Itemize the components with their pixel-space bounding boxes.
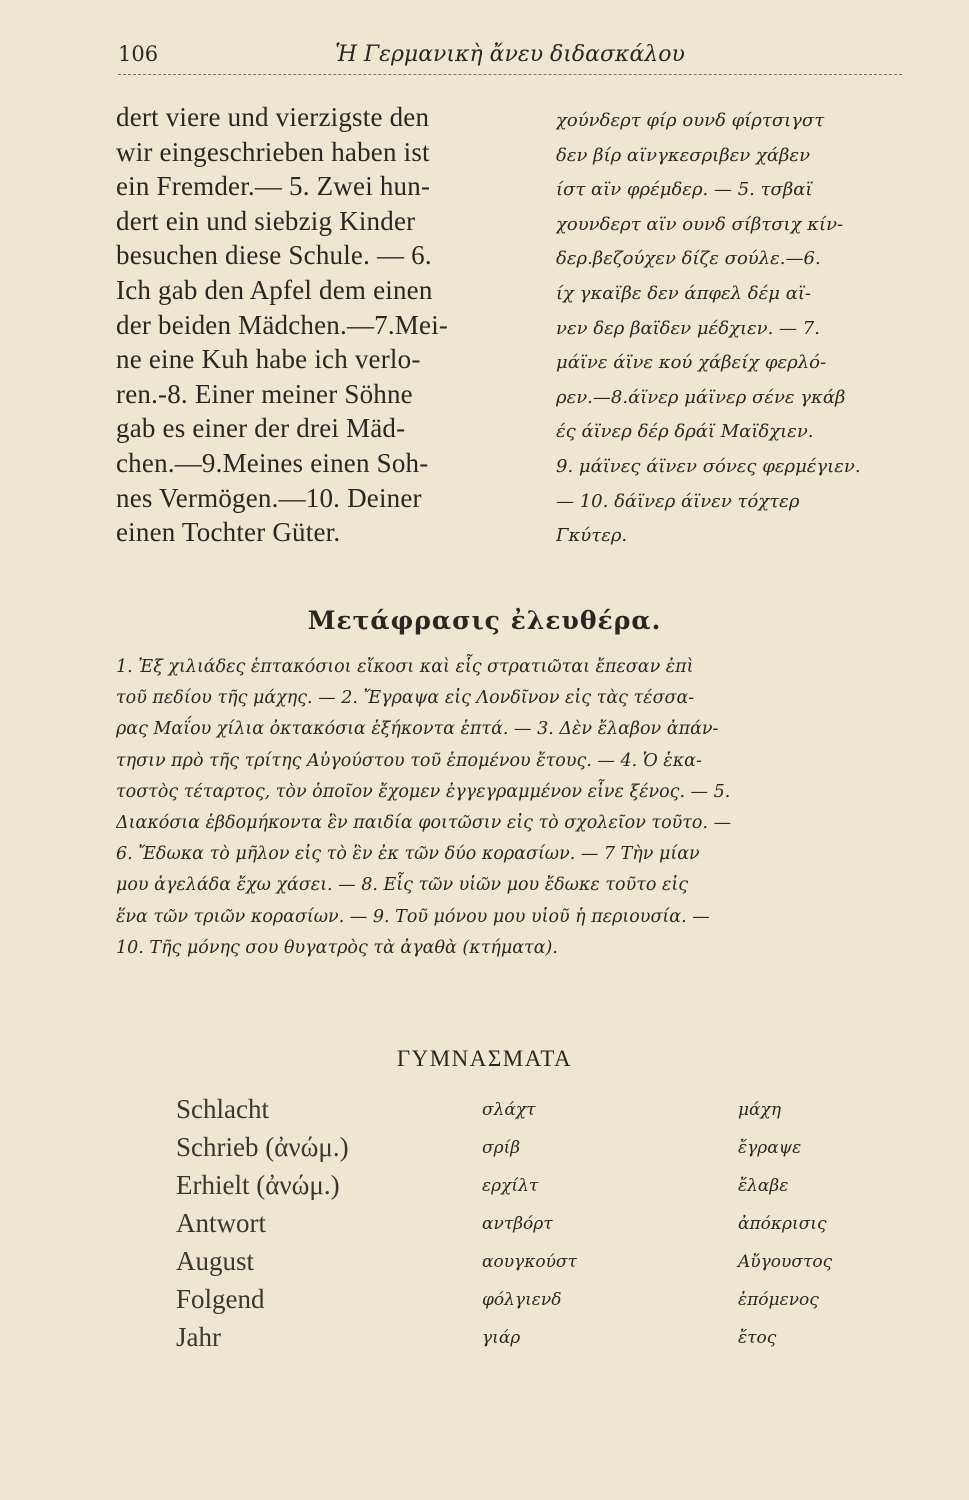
pronunciation-line: ές άϊνερ δέρ δράϊ Μαϊδχιεν.: [556, 421, 814, 443]
vocabulary-row: [0, 1132, 969, 1170]
pronunciation-line: ίστ αϊν φρέμδερ. — 5. τσβαϊ: [556, 179, 813, 201]
german-line: chen.—9.Meines einen Soh-: [116, 447, 429, 478]
german-line: dert ein und siebzig Kinder: [116, 205, 416, 236]
german-text-column: [116, 100, 534, 550]
german-line: gab es einer der drei Mäd-: [116, 413, 406, 444]
vocab-german: Schrieb (ἀνώμ.): [176, 1132, 349, 1162]
vocab-greek: Αὔγουστος: [738, 1252, 833, 1272]
german-line: besuchen diese Schule. — 6.: [116, 240, 432, 271]
page-header: [118, 40, 902, 72]
translation-line: τοῦ πεδίου τῆς μάχης. — 2. Ἔγραψα εἰς Λονδῖνον εἰς τὰς τέσσα-: [116, 688, 695, 709]
running-title: Ἡ Γερμανικὴ ἄνευ διδασκάλου: [335, 42, 685, 67]
german-line: Ich gab den Apfel dem einen: [116, 274, 433, 305]
vocabulary-row: [0, 1170, 969, 1208]
pronunciation-line: — 10. δάϊνερ άϊνεν τόχτερ: [556, 490, 800, 512]
translation-line: Διακόσια ἑβδομήκοντα ἓν παιδία φοιτῶσιν εἰς τὸ σχολεῖον τοῦτο. —: [116, 813, 732, 834]
pronunciation-line: χουνδερτ αϊν ουνδ σίβτσιχ κίν-: [556, 213, 844, 235]
german-line: der beiden Mädchen.—7.Mei-: [116, 309, 449, 340]
vocab-german: Folgend: [176, 1284, 265, 1314]
german-line: nes Vermögen.—10. Deiner: [116, 482, 422, 513]
translation-line: ἕνα τῶν τριῶν κορασίων. — 9. Τοῦ μόνου μου υἱοῦ ἡ περιουσία. —: [116, 906, 710, 927]
vocabulary-row: [0, 1208, 969, 1246]
translation-line: τοστὸς τέταρτος, τὸν ὁποῖον ἔχομεν ἐγγεγραμμένον εἶνε ξένος. — 5.: [116, 781, 731, 802]
free-translation-text: [116, 652, 908, 964]
pronunciation-line: 9. μάϊνες άϊνεν σόνες φερμέγιεν.: [556, 455, 861, 477]
vocabulary-table: [0, 1094, 969, 1360]
vocab-pronunciation: αντβόρτ: [482, 1214, 553, 1234]
vocab-pronunciation: γιάρ: [482, 1328, 521, 1348]
vocab-german: August: [176, 1246, 255, 1276]
german-line: dert viere und vierzigste den: [116, 102, 430, 132]
german-line: ne eine Kuh habe ich verlo-: [116, 344, 421, 375]
vocabulary-row: [0, 1322, 969, 1360]
vocab-pronunciation: φόλγιενδ: [482, 1290, 562, 1310]
vocab-pronunciation: σρίβ: [482, 1138, 521, 1158]
pronunciation-line: δερ.βεζούχεν δίζε σούλε.—6.: [556, 248, 821, 270]
vocabulary-row: [0, 1094, 969, 1132]
vocab-greek: ἔλαβε: [738, 1176, 789, 1196]
german-line: ren.-8. Einer meiner Söhne: [116, 378, 413, 409]
translation-line: 1. Ἐξ χιλιάδες ἑπτακόσιοι εἴκοσι καὶ εἷς στρατιῶται ἔπεσαν ἐπὶ: [116, 657, 694, 677]
pronunciation-line: μάϊνε άϊνε κού χάβείχ φερλό-: [556, 352, 827, 374]
german-line: ein Fremder.— 5. Zwei hun-: [116, 171, 431, 202]
vocab-greek: ἔγραψε: [738, 1138, 802, 1158]
translation-line: μου ἀγελάδα ἔχω χάσει. — 8. Εἷς τῶν υἱῶν μου ἔδωκε τοῦτο εἰς: [116, 875, 689, 896]
pronunciation-line: χούνδερτ φίρ ουνδ φίρτσιγστ: [556, 110, 825, 131]
translation-line: τησιν πρὸ τῆς τρίτης Αὐγούστου τοῦ ἑπομένου ἔτους. — 4. Ὁ ἑκα-: [116, 750, 702, 771]
exercises-title: ΓΥΜΝΑΣΜΑΤΑ: [396, 1046, 573, 1071]
vocabulary-row: [0, 1284, 969, 1322]
pronunciation-line: δεν βίρ αϊνγκεσριβεν χάβεν: [556, 144, 811, 166]
vocabulary-row: [0, 1246, 969, 1284]
free-translation-title: Μετάφρασις ἐλευθέρα.: [307, 606, 662, 635]
header-rule: [118, 74, 902, 75]
pronunciation-line: Γκύτερ.: [556, 525, 628, 547]
vocab-greek: ἔτος: [738, 1328, 777, 1348]
vocab-greek: μάχη: [738, 1100, 782, 1120]
translation-line: ρας Μαΐου χίλια ὀκτακόσια ἑξήκοντα ἑπτά. — 3. Δὲν ἔλαβον ἀπάν-: [116, 719, 719, 740]
vocab-german: Antwort: [176, 1208, 266, 1238]
vocab-greek: ἀπόκρισις: [738, 1214, 827, 1234]
vocab-pronunciation: σλάχτ: [482, 1100, 536, 1120]
pronunciation-line: νεν δερ βαϊδεν μέδχιεν. — 7.: [556, 317, 820, 339]
vocab-greek: ἑπόμενος: [738, 1290, 819, 1310]
page-number: 106: [118, 42, 159, 66]
vocab-german: Erhielt (ἀνώμ.): [176, 1170, 340, 1200]
german-line: einen Tochter Güter.: [116, 517, 341, 548]
translation-line: 6. Ἔδωκα τὸ μῆλον εἰς τὸ ἓν ἐκ τῶν δύο κορασίων. — 7 Τὴν μίαν: [116, 844, 700, 865]
vocab-german: Jahr: [176, 1322, 221, 1352]
german-line: wir eingeschrieben haben ist: [116, 136, 430, 167]
vocab-german: Schlacht: [176, 1094, 269, 1124]
pronunciation-line: ίχ γκαϊβε δεν άπφελ δέμ αϊ-: [556, 282, 811, 304]
pronunciation-column: [556, 104, 908, 554]
vocab-pronunciation: αουγκούστ: [482, 1252, 577, 1272]
vocab-pronunciation: ερχίλτ: [482, 1176, 539, 1196]
pronunciation-line: ρεν.—8.άϊνερ μάϊνερ σένε γκάβ: [556, 386, 846, 408]
translation-line: 10. Τῆς μόνης σου θυγατρὸς τὰ ἀγαθὰ (κτήματα).: [116, 937, 558, 958]
